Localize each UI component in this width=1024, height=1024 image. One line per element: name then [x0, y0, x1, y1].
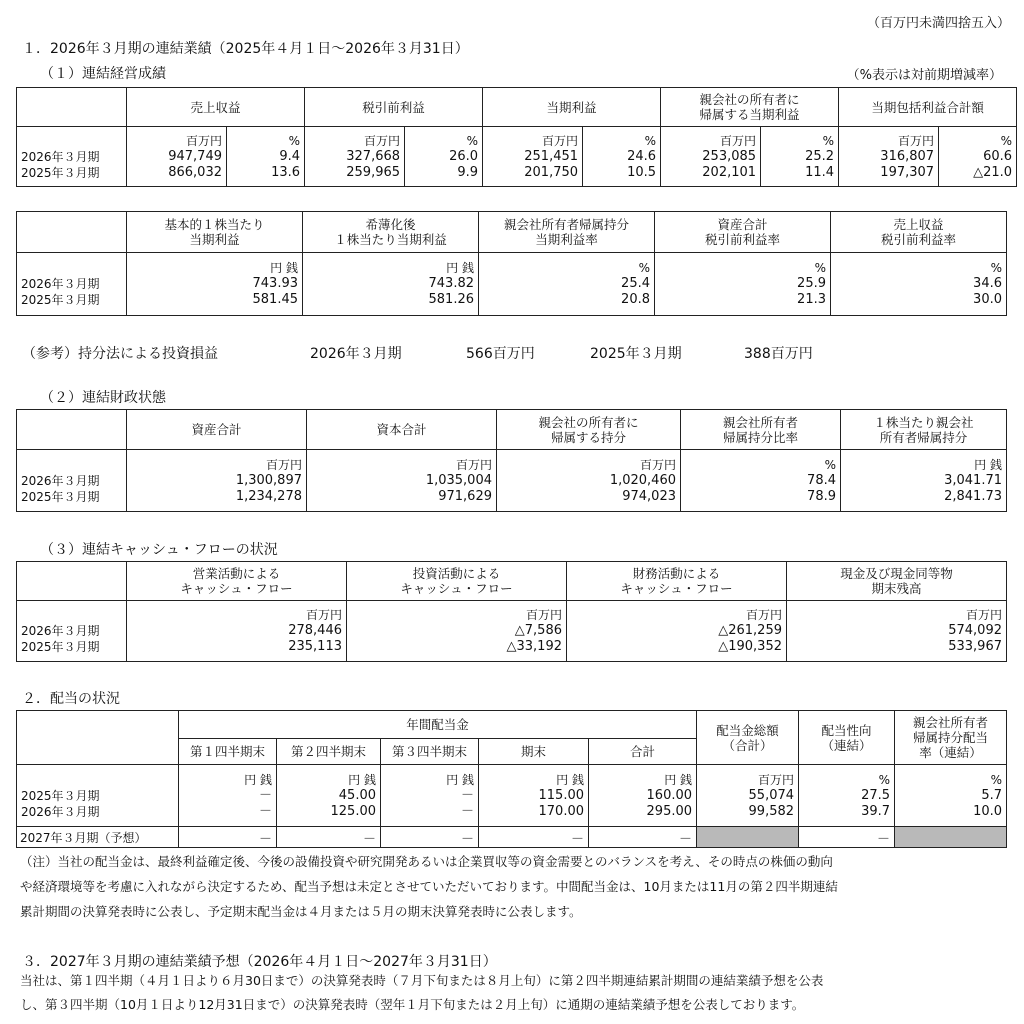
reference-period-2025: 2025年３月期 — [590, 346, 682, 362]
reference-period-2026: 2026年３月期 — [310, 346, 402, 362]
operating-results-table — [16, 87, 1017, 187]
row-labels: 2026年３月期 2025年３月期 — [17, 601, 127, 662]
cash-flow-table — [16, 561, 1007, 662]
header-basic-eps: 基本的１株当たり 当期利益 — [127, 212, 303, 253]
financial-position-table — [16, 409, 1007, 512]
forecast-text-line-1: 当社は、第１四半期（４月１日より６月30日まで）の決算発表時（７月下旬または８月上旬）に第２四半期連結累計期間の連結業績予想を公表 — [20, 973, 824, 988]
comprehensive-pct: % 60.6 △21.0 — [939, 127, 1017, 187]
header-financing-cf: 財務活動による キャッシュ・フロー — [567, 562, 787, 601]
total-assets-values: 百万円 1,300,897 1,234,278 — [127, 450, 307, 512]
reference-value-2026: 566百万円 — [466, 346, 535, 362]
header-owner-profit: 親会社の所有者に 帰属する当期利益 — [661, 88, 839, 127]
header-annual-dividend: 年間配当金 — [179, 711, 697, 739]
row-labels: 2026年３月期 2025年３月期 — [17, 253, 127, 316]
header-q2: 第２四半期末 — [277, 739, 381, 765]
header-year-end: 期末 — [479, 739, 589, 765]
subsection-1-title: （１）連結経営成績 — [40, 66, 166, 82]
forecast-year-end: － — [479, 827, 589, 848]
roe-values: % 25.4 20.8 — [479, 253, 655, 316]
net-pct: % 24.6 10.5 — [583, 127, 661, 187]
margin-values: % 34.6 30.0 — [831, 253, 1007, 316]
per-share-table — [16, 211, 1007, 316]
row-label-forecast: 2027年３月期（予想） — [17, 827, 179, 848]
operating-cf-values: 百万円 278,446 235,113 — [127, 601, 347, 662]
row-labels: 2026年３月期 2025年３月期 — [17, 450, 127, 512]
owner-values: 百万円 253,085 202,101 — [661, 127, 761, 187]
reference-label: （参考）持分法による投資損益 — [22, 346, 218, 362]
header-q1: 第１四半期末 — [179, 739, 277, 765]
dividend-total-values: 百万円 55,074 99,582 — [697, 765, 799, 827]
forecast-total: － — [589, 827, 697, 848]
header-pretax-profit: 税引前利益 — [305, 88, 483, 127]
header-net-profit: 当期利益 — [483, 88, 661, 127]
corner-cell — [17, 562, 127, 601]
dividend-note-line-1: （注）当社の配当金は、最終利益確定後、今後の設備投資や研究開発あるいは企業買収等の資金需要とのバランスを考え、その時点の株価の動向 — [20, 854, 833, 869]
doe-values: % 5.7 10.0 — [895, 765, 1007, 827]
forecast-q1: － — [179, 827, 277, 848]
comprehensive-values: 百万円 316,807 197,307 — [839, 127, 939, 187]
row-label-2025: 2025年３月期 — [21, 165, 100, 180]
dividend-note-line-2: や経済環境等を考慮に入れながら決定するため、配当予想は未定とさせていただいております。中間配当金は、10月または11月の第２四半期連結 — [20, 879, 838, 894]
forecast-doe — [895, 827, 1007, 848]
header-cash-balance: 現金及び現金同等物 期末残高 — [787, 562, 1007, 601]
section-1-title: １．2026年３月期の連結業績（2025年４月１日～2026年３月31日） — [22, 41, 469, 57]
row-labels: 2025年３月期 2026年３月期 — [17, 765, 179, 827]
forecast-text-line-2: し、第３四半期（10月１日より12月31日まで）の決算発表時（翌年１月下旬または２月上旬）に通期の連結業績予想を公表しております。 — [20, 997, 805, 1012]
header-equity-ratio: 親会社所有者 帰属持分比率 — [681, 410, 841, 450]
roa-values: % 25.9 21.3 — [655, 253, 831, 316]
forecast-q2: － — [277, 827, 381, 848]
corner-cell — [17, 88, 127, 127]
header-total-equity: 資本合計 — [307, 410, 497, 450]
q2-values: 円 銭 45.00 125.00 — [277, 765, 381, 827]
header-bps: １株当たり親会社 所有者帰属持分 — [841, 410, 1007, 450]
header-roe: 親会社所有者帰属持分 当期利益率 — [479, 212, 655, 253]
subsection-2-title: （２）連結財政状態 — [40, 390, 166, 406]
header-total: 合計 — [589, 739, 697, 765]
header-dividend-total: 配当金総額 （合計） — [697, 711, 799, 765]
cash-balance-values: 百万円 574,092 533,967 — [787, 601, 1007, 662]
revenue-values: 百万円 947,749 866,032 — [127, 127, 227, 187]
header-payout-ratio: 配当性向 （連結） — [799, 711, 895, 765]
header-revenue: 売上収益 — [127, 88, 305, 127]
forecast-q3: － — [381, 827, 479, 848]
q1-values: 円 銭 － － — [179, 765, 277, 827]
reference-value-2025: 388百万円 — [744, 346, 813, 362]
row-label-2026: 2026年３月期 — [21, 149, 100, 164]
section-2-title: ２．配当の状況 — [22, 691, 120, 707]
equity-ratio-values: % 78.4 78.9 — [681, 450, 841, 512]
owner-equity-values: 百万円 1,020,460 974,023 — [497, 450, 681, 512]
pretax-values: 百万円 327,668 259,965 — [305, 127, 405, 187]
header-investing-cf: 投資活動による キャッシュ・フロー — [347, 562, 567, 601]
q3-values: 円 銭 － － — [381, 765, 479, 827]
section-3-title: ３．2027年３月期の連結業績予想（2026年４月１日～2027年３月31日） — [22, 954, 497, 970]
dividend-note-line-3: 累計期間の決算発表時に公表し、予定期末配当金は４月または５月の期末決算発表時に公表します。 — [20, 904, 582, 919]
pretax-pct: % 26.0 9.9 — [405, 127, 483, 187]
subsection-3-title: （３）連結キャッシュ・フローの状況 — [40, 542, 278, 558]
header-margin: 売上収益 税引前利益率 — [831, 212, 1007, 253]
corner-cell — [17, 410, 127, 450]
unit-note: （百万円未満四捨五入） — [866, 16, 1010, 31]
percent-note: （%表示は対前期増減率） — [846, 68, 1002, 83]
diluted-eps-values: 円 銭 743.82 581.26 — [303, 253, 479, 316]
header-total-assets: 資産合計 — [127, 410, 307, 450]
net-values: 百万円 251,451 201,750 — [483, 127, 583, 187]
corner-cell — [17, 212, 127, 253]
header-doe: 親会社所有者 帰属持分配当 率（連結） — [895, 711, 1007, 765]
owner-pct: % 25.2 11.4 — [761, 127, 839, 187]
investing-cf-values: 百万円 △7,586 △33,192 — [347, 601, 567, 662]
header-diluted-eps: 希薄化後 １株当たり当期利益 — [303, 212, 479, 253]
total-equity-values: 百万円 1,035,004 971,629 — [307, 450, 497, 512]
revenue-pct: % 9.4 13.6 — [227, 127, 305, 187]
header-comprehensive-income: 当期包括利益合計額 — [839, 88, 1017, 127]
row-labels — [17, 127, 127, 187]
header-owner-equity: 親会社の所有者に 帰属する持分 — [497, 410, 681, 450]
financing-cf-values: 百万円 △261,259 △190,352 — [567, 601, 787, 662]
header-q3: 第３四半期末 — [381, 739, 479, 765]
corner-cell — [17, 711, 179, 765]
total-values: 円 銭 160.00 295.00 — [589, 765, 697, 827]
header-operating-cf: 営業活動による キャッシュ・フロー — [127, 562, 347, 601]
year-end-values: 円 銭 115.00 170.00 — [479, 765, 589, 827]
forecast-dividend-total — [697, 827, 799, 848]
basic-eps-values: 円 銭 743.93 581.45 — [127, 253, 303, 316]
dividends-table — [16, 710, 1007, 848]
payout-ratio-values: % 27.5 39.7 — [799, 765, 895, 827]
bps-values: 円 銭 3,041.71 2,841.73 — [841, 450, 1007, 512]
forecast-payout-ratio: － — [799, 827, 895, 848]
header-roa: 資産合計 税引前利益率 — [655, 212, 831, 253]
